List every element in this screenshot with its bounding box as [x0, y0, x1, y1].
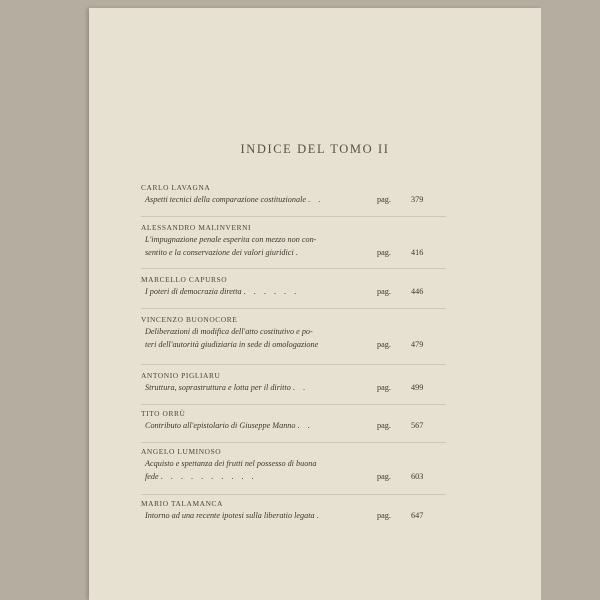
divider [141, 216, 446, 217]
page-number: 416 [411, 248, 424, 257]
pag-label: pag. [377, 340, 391, 349]
entry-title: Deliberazioni di modifica dell'atto costitutivo e po- [145, 327, 313, 336]
entry-title-line [145, 381, 481, 394]
pag-label: pag. [377, 421, 391, 430]
entry-author: ANTONIO PIGLIARU [141, 371, 221, 380]
entry-title: Aspetti tecnici della comparazione costituzionale [145, 195, 306, 204]
entry-title-line [145, 470, 481, 483]
toc-entry [141, 182, 481, 206]
page-number: 647 [411, 511, 424, 520]
entry-title: sentito e la conservazione dei valori giuridici [145, 248, 294, 257]
toc-entry [141, 498, 481, 522]
page-number: 446 [411, 287, 424, 296]
entry-author: MARIO TALAMANCA [141, 499, 223, 508]
entry-title-line [145, 246, 481, 259]
entry-title-line [145, 338, 481, 351]
leader-dots: . [316, 511, 322, 520]
toc-entry [141, 446, 481, 483]
divider [141, 364, 446, 365]
divider [141, 442, 446, 443]
entry-author: ALESSANDRO MALINVERNI [141, 223, 252, 232]
entry-title-line [145, 233, 481, 246]
page-number: 479 [411, 340, 424, 349]
pag-label: pag. [377, 383, 391, 392]
toc-entry [141, 370, 481, 394]
entry-title-line [145, 509, 481, 522]
entry-title: I poteri di democrazia diretta [145, 287, 242, 296]
leader-dots: . . . . . . . . . . [160, 472, 257, 481]
leader-dots: . [295, 248, 301, 257]
book-page [89, 8, 541, 600]
pag-label: pag. [377, 472, 391, 481]
entry-title: Intorno ad una recente ipotesi sulla liberatio legata [145, 511, 315, 520]
page-title: INDICE DEL TOMO II [240, 142, 390, 156]
leader-dots: . . . . . . [243, 287, 300, 296]
leader-dots: . . [308, 195, 324, 204]
entry-title-line [145, 193, 481, 206]
entry-title-line [145, 325, 481, 338]
toc-entry [141, 314, 481, 351]
toc-entry [141, 408, 481, 432]
divider [141, 404, 446, 405]
entry-title: Acquisto e spettanza dei frutti nel possesso di buona [145, 459, 317, 468]
entry-author: TITO ORRÙ [141, 409, 186, 418]
entry-author: CARLO LAVAGNA [141, 183, 211, 192]
page-number: 379 [411, 195, 424, 204]
entry-author: MARCELLO CAPURSO [141, 275, 228, 284]
entry-author: ANGELO LUMINOSO [141, 447, 222, 456]
toc-entry [141, 222, 481, 259]
toc-entry [141, 274, 481, 298]
entry-title: teri dell'autorità giudiziaria in sede di omologazione [145, 340, 319, 349]
divider [141, 268, 446, 269]
entry-title: L'impugnazione penale esperita con mezzo non con- [145, 235, 317, 244]
pag-label: pag. [377, 287, 391, 296]
divider [141, 308, 446, 309]
entry-title-line [145, 285, 481, 298]
entry-title: fede [145, 472, 159, 481]
entry-author: VINCENZO BUONOCORE [141, 315, 238, 324]
pag-label: pag. [377, 195, 391, 204]
leader-dots: . . [292, 383, 308, 392]
pag-label: pag. [377, 248, 391, 257]
page-number: 603 [411, 472, 424, 481]
page-number: 499 [411, 383, 424, 392]
pag-label: pag. [377, 511, 391, 520]
page-number: 567 [411, 421, 424, 430]
entry-title: Struttura, soprastruttura e lotta per il diritto [145, 383, 291, 392]
divider [141, 494, 446, 495]
entry-title: Contributo all'epistolario di Giuseppe Manno [145, 421, 296, 430]
entry-title-line [145, 457, 481, 470]
leader-dots: . . [297, 421, 313, 430]
entry-title-line [145, 419, 481, 432]
